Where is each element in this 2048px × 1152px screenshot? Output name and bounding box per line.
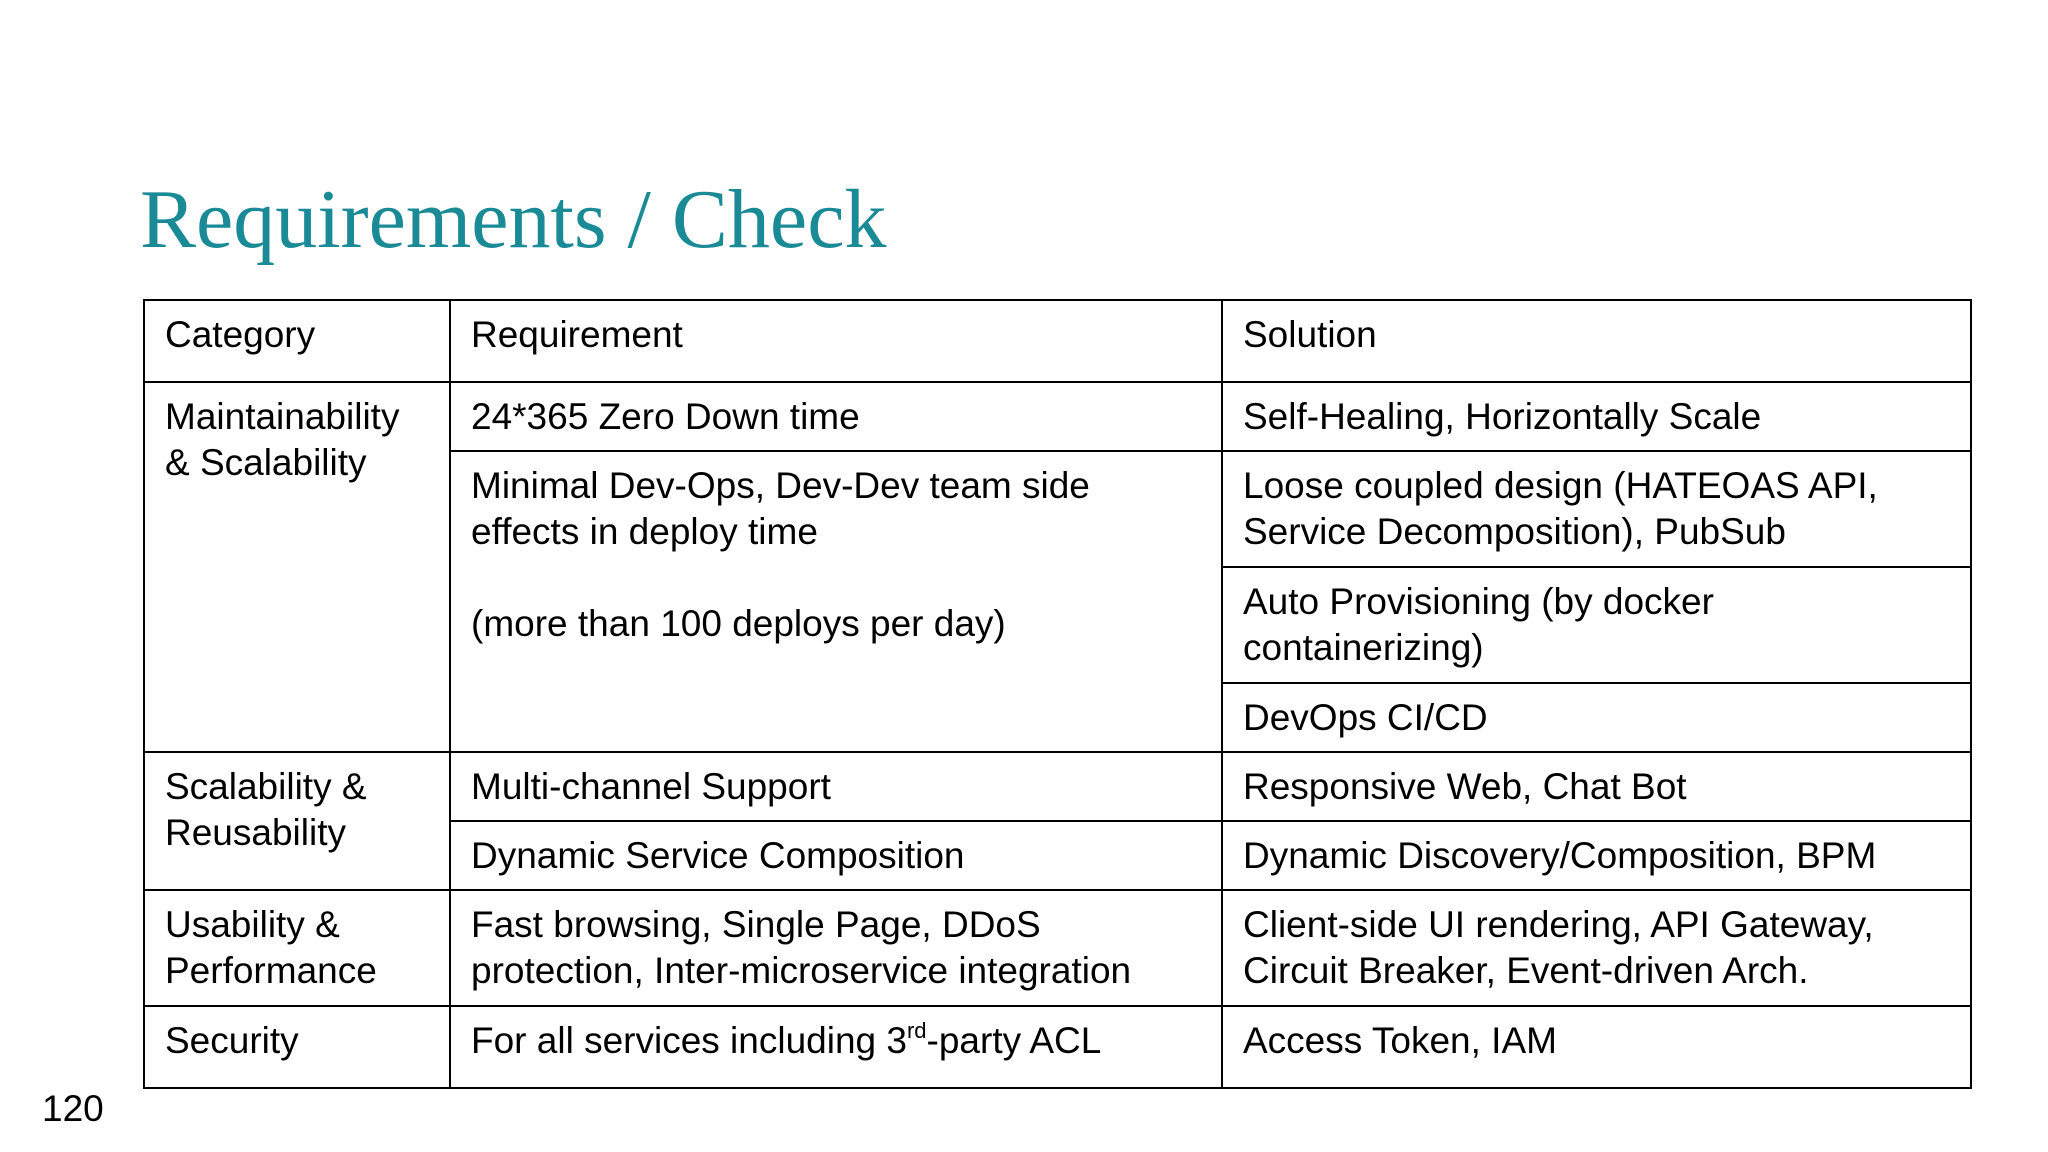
requirement-text: (more than 100 deploys per day) (471, 603, 1006, 644)
table-row (144, 890, 1971, 1006)
requirement-cell (450, 1006, 1222, 1088)
header-category: Category (144, 300, 450, 382)
slide-title: Requirements / Check (140, 173, 887, 266)
solution-cell (1222, 451, 1971, 567)
solution-cell: DevOps CI/CD (1222, 683, 1971, 752)
category-text: Reusability (165, 812, 346, 853)
table-row (144, 1006, 1971, 1088)
solution-cell: Self-Healing, Horizontally Scale (1222, 382, 1971, 451)
header-solution: Solution (1222, 300, 1971, 382)
requirement-text: Minimal Dev-Ops, Dev-Dev team side (471, 465, 1090, 506)
requirement-cell-minimal-devops (450, 451, 1222, 752)
table-row (144, 382, 1971, 451)
requirement-text: Fast browsing, Single Page, DDoS (471, 904, 1041, 945)
requirement-text: For all services including 3 (471, 1020, 907, 1061)
solution-cell: Access Token, IAM (1222, 1006, 1971, 1088)
solution-cell (1222, 567, 1971, 683)
table-row (144, 752, 1971, 821)
category-text: & Scalability (165, 442, 367, 483)
requirement-cell (450, 890, 1222, 1006)
requirements-table (143, 299, 1972, 1089)
superscript-ordinal: rd (906, 1018, 927, 1043)
category-text: Scalability & (165, 766, 367, 807)
table-header-row (144, 300, 1971, 382)
solution-cell (1222, 890, 1971, 1006)
category-cell-maintainability (144, 382, 450, 752)
requirement-text: -party ACL (926, 1020, 1102, 1061)
solution-text: Loose coupled design (HATEOAS API, (1243, 465, 1878, 506)
header-requirement: Requirement (450, 300, 1222, 382)
requirement-text: protection, Inter-microservice integration (471, 950, 1132, 991)
solution-cell: Dynamic Discovery/Composition, BPM (1222, 821, 1971, 890)
requirement-text: effects in deploy time (471, 511, 818, 552)
requirement-cell: 24*365 Zero Down time (450, 382, 1222, 451)
category-cell-reusability (144, 752, 450, 890)
solution-text: Service Decomposition), PubSub (1243, 511, 1786, 552)
solution-text: Auto Provisioning (by docker (1243, 581, 1714, 622)
page-number: 120 (42, 1088, 104, 1129)
solution-text: containerizing) (1243, 627, 1484, 668)
category-cell-security: Security (144, 1006, 450, 1088)
requirement-cell: Multi-channel Support (450, 752, 1222, 821)
solution-text: Client-side UI rendering, API Gateway, (1243, 904, 1874, 945)
category-text: Maintainability (165, 396, 400, 437)
requirement-cell: Dynamic Service Composition (450, 821, 1222, 890)
category-text: Performance (165, 950, 377, 991)
paragraph-gap (471, 555, 1201, 601)
solution-text: Circuit Breaker, Event-driven Arch. (1243, 950, 1809, 991)
solution-cell: Responsive Web, Chat Bot (1222, 752, 1971, 821)
category-text: Usability & (165, 904, 340, 945)
category-cell-usability (144, 890, 450, 1006)
